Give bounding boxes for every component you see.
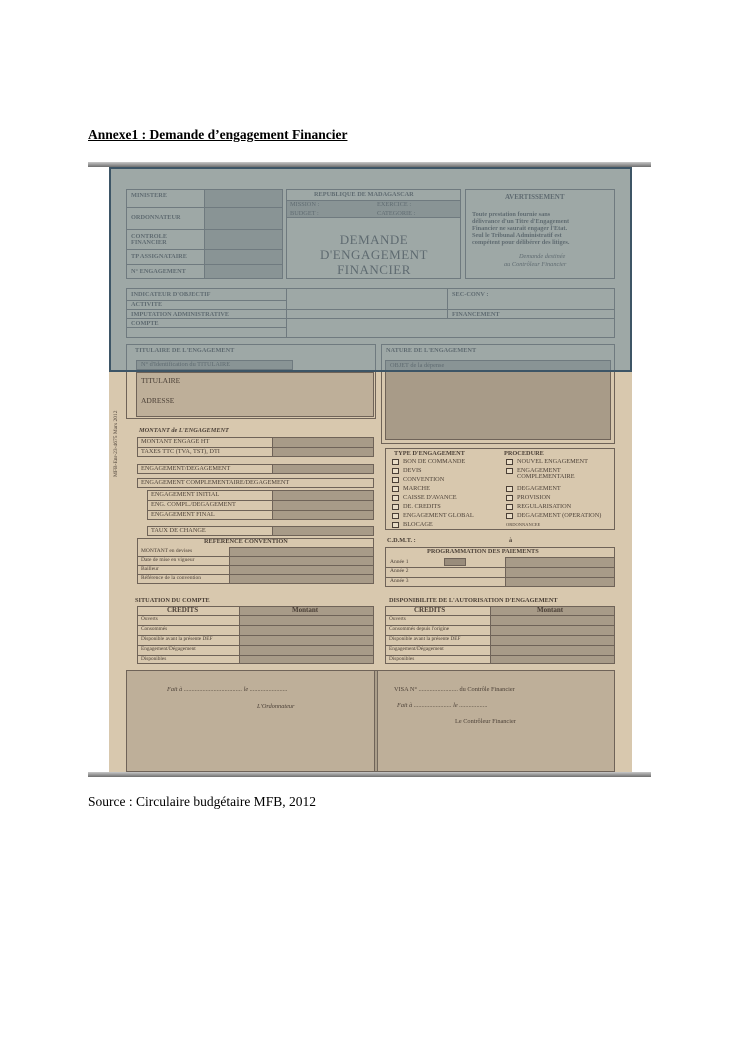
type-checkbox[interactable] [392,504,399,510]
type-checkbox[interactable] [392,486,399,492]
type-checkbox[interactable] [392,513,399,519]
proc-checkbox[interactable] [506,504,513,510]
proc-item: NOUVEL ENGAGEMENT [517,458,588,465]
compl-initial: ENGAGEMENT INITIAL [151,491,220,498]
source-caption: Source : Circulaire budgétaire MFB, 2012 [88,794,316,809]
proc-item: ENGAGEMENT COMPLEMENTAIRE [517,467,575,481]
proc-checkbox[interactable] [506,459,513,465]
cdmt: C.D.M.T. : [387,537,416,544]
montant-title: MONTANT de L'ENGAGEMENT [139,427,229,434]
fait-a: Fait à ..................................... le ........................ [167,686,288,693]
dispo-row: Disponibles [389,656,415,662]
proc-checkbox[interactable] [506,468,513,474]
programmation-title: PROGRAMMATION DES PAIEMENTS [427,548,539,555]
proc-item: REGULARISATION [517,503,572,510]
situation-row: Disponible avant la présente DEF [141,636,213,642]
montant-ht: MONTANT ENGAGE HT [141,438,210,445]
ref-montant: MONTANT en devises [141,548,193,554]
situation-title: SITUATION DU COMPTE [135,597,210,604]
ordonnateur-sign: L'Ordonnateur [257,703,295,710]
situation-row: Consommés [141,626,168,632]
ordonnancee: ORDONNANCEE [506,522,541,527]
cdmt-end: à [509,537,513,544]
taux-label: TAUX DE CHANGE [151,527,206,534]
type-item: DE. CREDITS [403,503,441,510]
annee-1: Année 1 [390,559,409,565]
nature-field [385,360,611,440]
eng-deg-label: ENGAGEMENT/DEGAGEMENT [141,465,231,472]
controleur-sign: Le Contrôleur Financier [455,718,516,725]
type-item: BON DE COMMANDE [403,458,466,465]
situation-row: Disponibles [141,656,167,662]
situation-credits: CREDITS [167,606,199,614]
montant-values [272,437,374,457]
compl-final: ENGAGEMENT FINAL [151,511,215,518]
annee-3: Année 3 [390,578,409,584]
annee-2: Année 2 [390,568,409,574]
type-item: CAISSE D'AVANCE [403,494,457,501]
type-item: DEVIS [403,467,422,474]
dispo-row: Disponible avant la présente DEF [389,636,461,642]
eng-compl-label: ENGAGEMENT COMPLEMENTAIRE/DEGAGEMENT [141,479,290,486]
compl-eng: ENG. COMPL./DEGAGEMENT [151,501,236,508]
proc-item: DEGAGEMENT [517,485,561,492]
scanned-form [109,167,632,772]
type-checkbox[interactable] [392,495,399,501]
type-checkbox[interactable] [392,522,399,528]
dispo-title: DISPONIBILITE DE L'AUTORISATION D'ENGAGEMENT [389,597,558,604]
type-title: TYPE D'ENGAGEMENT [394,450,465,457]
dispo-credits: CREDITS [414,606,446,614]
type-item: MARCHE [403,485,430,492]
visa: VISA N° ......................... du Contrôle Financier [394,686,515,693]
type-checkbox[interactable] [392,459,399,465]
type-item: BLOCAGE [403,521,433,528]
proc-item: PROVISION [517,494,551,501]
adresse-label: ADRESSE [141,396,175,405]
fait-a-2: Fait à ........................ le .................. [397,702,488,709]
proc-item: DEGAGEMENT (OPERATION) [517,512,602,519]
proc-checkbox[interactable] [506,486,513,492]
titulaire-label: TITULAIRE [141,376,181,385]
ref-reference: Référence de la convention [141,575,202,581]
dispo-row: Ouverts [389,616,406,622]
page-heading: Annexe1 : Demande d’engagement Financier [88,127,348,142]
situation-row: Engagement/Dégagement [141,646,196,652]
ref-conv-title: REFERENCE CONVENTION [204,538,288,545]
proc-title: PROCEDURE [504,450,544,457]
type-item: ENGAGEMENT GLOBAL [403,512,474,519]
situation-row: Ouverts [141,616,158,622]
proc-checkbox[interactable] [506,495,513,501]
dispo-montant: Montant [537,606,564,614]
type-checkbox[interactable] [392,468,399,474]
montant-taxes: TAXES TTC (TVA, TST), DTI [141,448,220,455]
dispo-row: Engagement/Dégagement [389,646,444,652]
ref-date: Date de mise en vigueur [141,557,195,563]
type-checkbox[interactable] [392,477,399,483]
blue-highlight-overlay [109,167,632,372]
situation-montant: Montant [292,606,319,614]
ref-bailleur: Bailleur [141,566,159,572]
dispo-row: Consommés depuis l'origine [389,626,450,632]
side-reference: MFB-Enr-23-4675 Mars 2012 [113,410,119,477]
type-item: CONVENTION [403,476,445,483]
bottom-divider [88,772,651,777]
proc-checkbox[interactable] [506,513,513,519]
